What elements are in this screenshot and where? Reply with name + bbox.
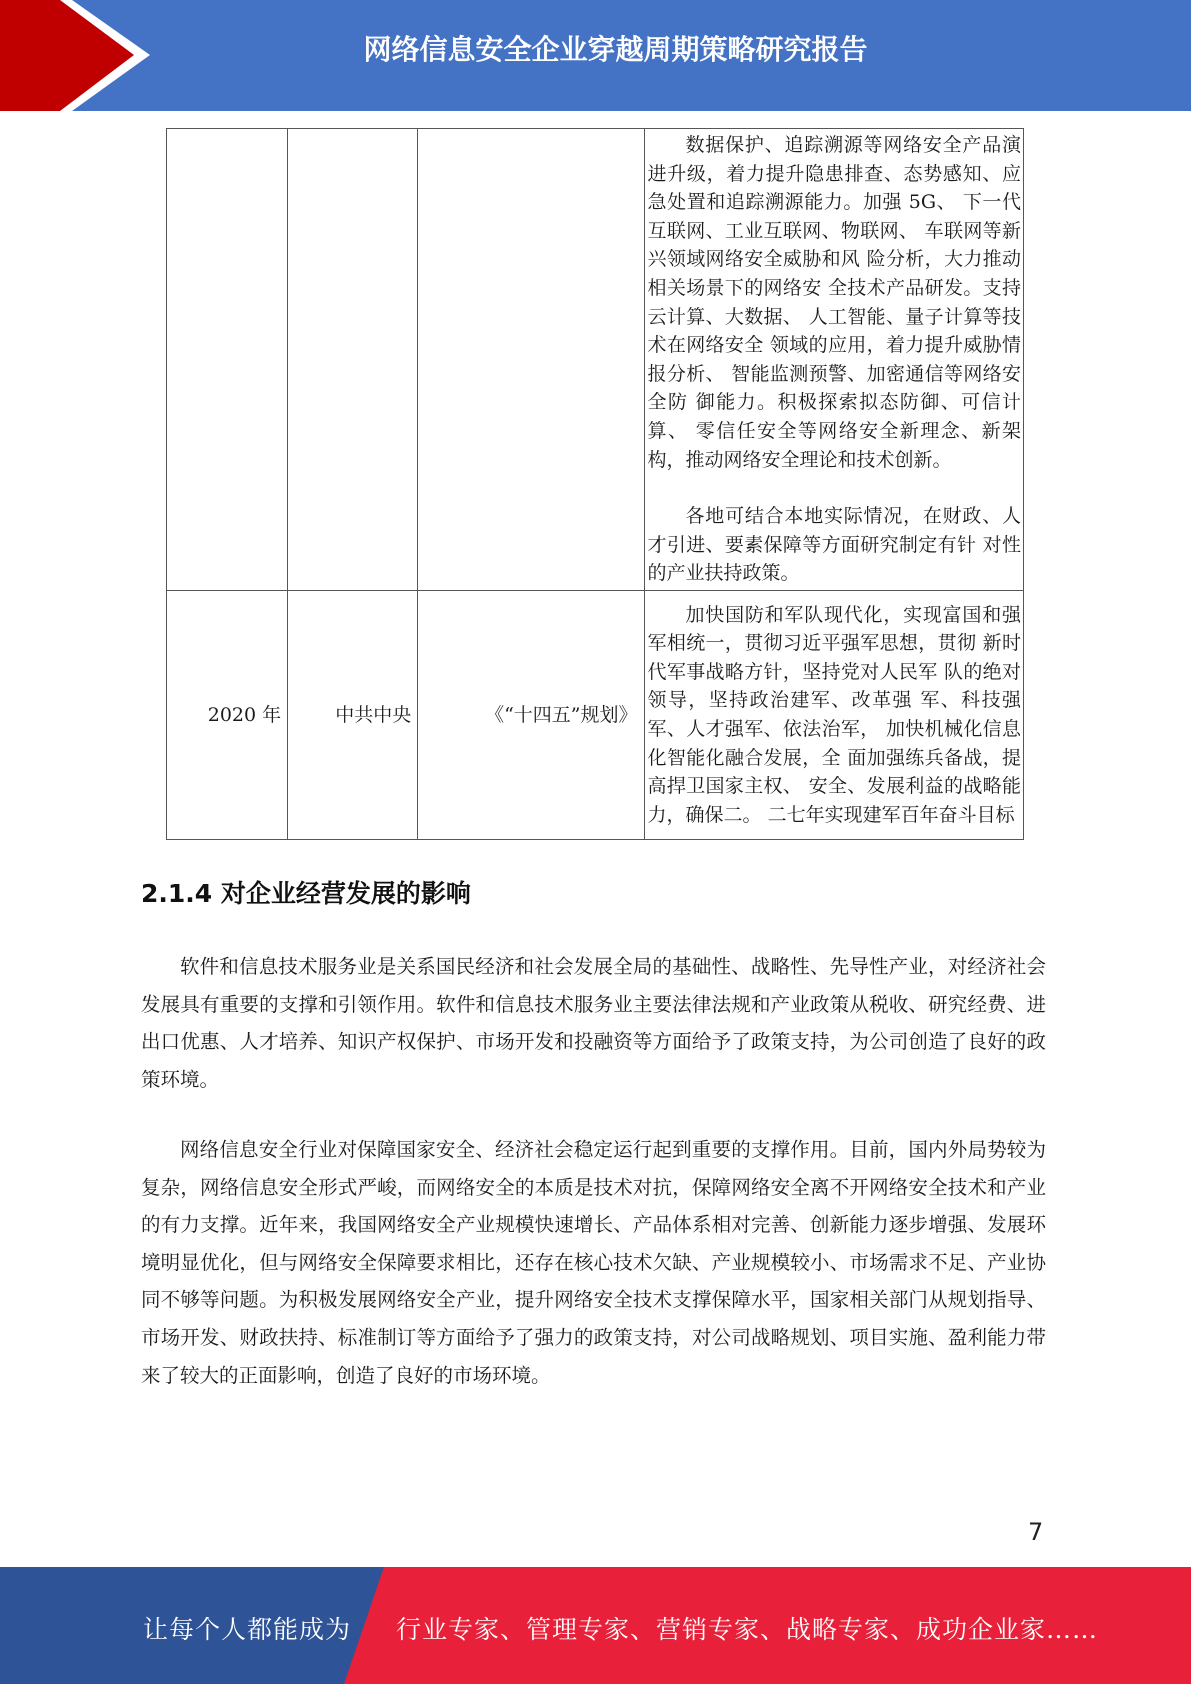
content-cell (644, 591, 1023, 840)
header-title: 网络信息安全企业穿越周期策略研究报告 (363, 33, 868, 66)
year-cell (167, 129, 288, 591)
content-paragraph: 数据保护、追踪溯源等网络安全产品演进升级，着力提升隐患排查、态势感知、应急处置和追踪溯源能力。加强 5G、 下一代互联网、工业互联网、物联网、 车联网等新兴领域网络安全威胁和风 险分析，大力推动相关场景下的网络安 全技术产品研发。支持云计算、大数据、 人工智能、量子计算等技术在网络安全 领域的应用，着力提升威胁情报分析、 智能监测预警、加密通信等网络安全防 御能力。积极探索拟态防御、可信计算、 零信任安全等网络安全新理念、新架 构，推动网络安全理论和技术创新。 (647, 134, 1021, 471)
table-row (167, 129, 1024, 591)
page-header (0, 0, 1191, 111)
body-paragraph: 软件和信息技术服务业是关系国民经济和社会发展全局的基础性、战略性、先导性产业，对经济社会发展具有重要的支撑和引领作用。软件和信息技术服务业主要法律法规和产业政策从税收、研究经费、进出口优惠、人才培养、知识产权保护、市场开发和投融资等方面给予了政策支持，为公司创造了良好的政策环境。 (141, 955, 1046, 1091)
document-cell (418, 129, 644, 591)
content-cell (644, 129, 1023, 591)
footer-slogan-right: 行业专家、管理专家、营销专家、战略专家、成功企业家…… (396, 1615, 1099, 1644)
content-paragraph: 各地可结合本地实际情况，在财政、人才引进、要素保障等方面研究制定有针 对性的产业扶持政策。 (647, 505, 1021, 585)
issuer-cell (288, 129, 418, 591)
table-row (167, 591, 1024, 840)
issuer-cell: 中共中央 (288, 591, 418, 840)
content-paragraph: 加快国防和军队现代化，实现富国和强军相统一，贯彻习近平强军思想，贯彻 新时代军事战略方针，坚持党对人民军 队的绝对领导，坚持政治建军、改革强 军、科技强军、人才强军、依法治军， 加快机械化信息化智能化融合发展，全 面加强练兵备战，提高捍卫国家主权、 安全、发展利益的战略能力，确保二。 二七年实现建军百年奋斗目标 (647, 603, 1021, 826)
footer-slogan-left: 让每个人都能成为 (143, 1615, 352, 1644)
page-footer (0, 1567, 1191, 1684)
document-cell: 《“十四五”规划》 (418, 591, 644, 840)
page-number: 7 (1028, 1518, 1044, 1546)
body-paragraph: 网络信息安全行业对保障国家安全、经济社会稳定运行起到重要的支撑作用。目前，国内外局势较为复杂，网络信息安全形式严峻，而网络安全的本质是技术对抗，保障网络安全离不开网络安全技术和产业的有力支撑。近年来，我国网络安全产业规模快速增长、产品体系相对完善、创新能力逐步增强、发展环境明显优化，但与网络安全保障要求相比，还存在核心技术欠缺、产业规模较小、市场需求不足、产业协同不够等问题。为积极发展网络安全产业，提升网络安全技术支撑保障水平，国家相关部门从规划指导、市场开发、财政扶持、标准制订等方面给予了强力的政策支持，对公司战略规划、项目实施、盈利能力带来了较大的正面影响，创造了良好的市场环境。 (141, 1138, 1046, 1387)
section-heading: 2.1.4 对企业经营发展的影响 (141, 879, 471, 908)
year-cell: 2020 年 (167, 591, 288, 840)
policy-table (166, 128, 1024, 840)
